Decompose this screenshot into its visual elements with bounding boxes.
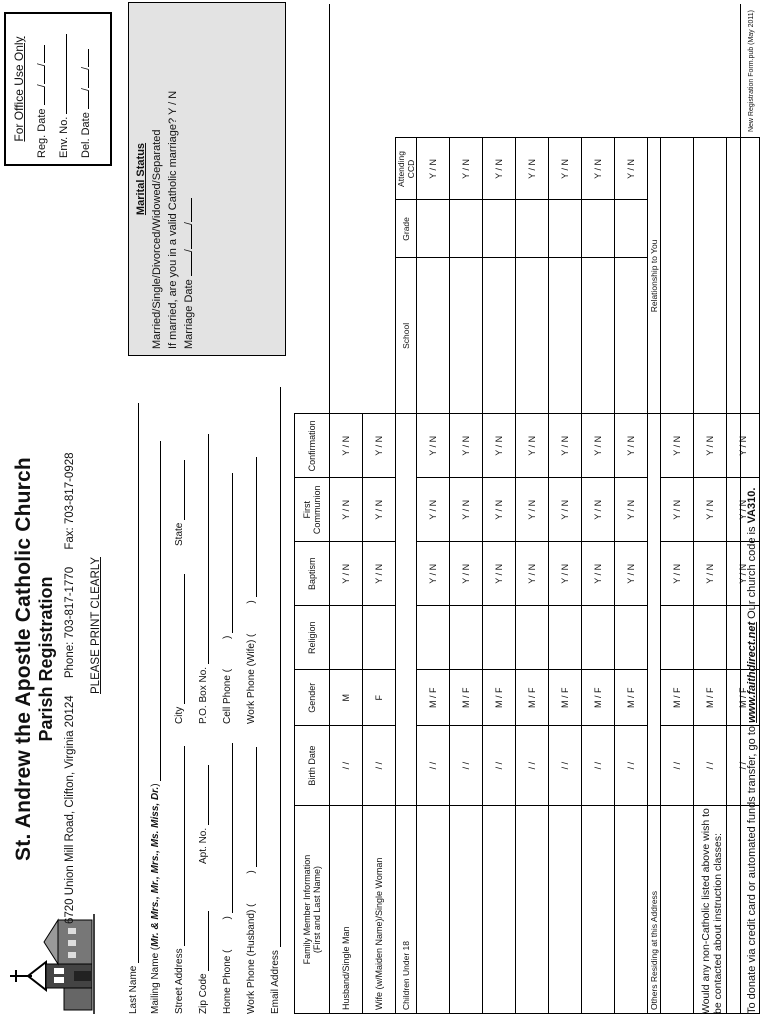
- table-row[interactable]: / / M / F Y / N Y / N Y / N: [727, 4, 760, 1014]
- mailing-name-field[interactable]: Mailing Name (Mr. & Mrs., Mr., Mrs., Ms. Miss, Dr.): [150, 441, 161, 1014]
- church-contact-line: [64, 438, 76, 924]
- marriage-date-field[interactable]: Marriage Date //: [183, 9, 195, 349]
- form-title: Parish Registration: [36, 576, 56, 742]
- last-name-field[interactable]: Last Name: [128, 403, 139, 1014]
- zip-code-field[interactable]: Zip Code: [198, 911, 209, 1014]
- city-field[interactable]: City: [174, 574, 185, 724]
- header-religion: Religion: [295, 606, 330, 670]
- non-catholic-question[interactable]: Would any non-Catholic listed above wish to be contacted about instruction classes:: [700, 808, 724, 1014]
- faithdirect-link[interactable]: www.faithdirect.net: [746, 621, 758, 723]
- email-address-field[interactable]: Email Address: [270, 387, 281, 1014]
- husband-label: Husband/Single Man: [330, 806, 363, 1014]
- office-use-box: [4, 12, 112, 166]
- header-school: School: [396, 258, 417, 414]
- footer-divider: [740, 4, 741, 1014]
- header-birth-date: Birth Date: [295, 726, 330, 806]
- children-label: Children Under 18: [396, 806, 417, 1014]
- church-logo-icon: [6, 914, 98, 1014]
- marital-status-box: [128, 2, 286, 356]
- valid-marriage-question[interactable]: If married, are you in a valid Catholic marriage? Y / N: [167, 90, 179, 349]
- header-title-block: [12, 444, 57, 874]
- table-row[interactable]: / / M / F Y / N Y / N Y / N Y / N: [615, 4, 648, 1014]
- header-grade: Grade: [396, 200, 417, 258]
- table-row[interactable]: Husband/Single Man / / M Y / N Y / N Y / N: [330, 4, 363, 1014]
- reg-date-field[interactable]: Reg. Date //: [36, 20, 48, 158]
- apt-no-field[interactable]: Apt. No.: [198, 765, 209, 864]
- header-first-communion: First Communion: [295, 478, 330, 542]
- table-row[interactable]: / / M / F Y / N Y / N Y / N Y / N: [417, 4, 450, 1014]
- header-confirmation: Confirmation: [295, 414, 330, 478]
- church-name: St. Andrew the Apostle Catholic Church: [12, 457, 35, 861]
- table-row[interactable]: / / M / F Y / N Y / N Y / N Y / N: [516, 4, 549, 1014]
- po-box-field[interactable]: P.O. Box No.: [198, 434, 209, 724]
- marital-status-options[interactable]: Married/Single/Divorced/Widowed/Separated: [151, 129, 163, 349]
- env-no-field[interactable]: Env. No.: [58, 20, 70, 158]
- table-row[interactable]: / / M / F Y / N Y / N Y / N: [661, 4, 694, 1014]
- church-fax: Fax: 703-817-0928: [64, 452, 76, 550]
- wife-label: Wife (w/Maiden Name)/Single Woman: [363, 806, 396, 1014]
- home-phone-field[interactable]: Home Phone (): [222, 743, 233, 1014]
- header-attending-ccd: Attending CCD: [396, 138, 417, 200]
- header-gender: Gender: [295, 670, 330, 726]
- church-phone: Phone: 703-817-1770: [64, 566, 76, 679]
- header-baptism: Baptism: [295, 542, 330, 606]
- family-member-table: [294, 4, 760, 1014]
- form-version: New Registration Form.pub (May 2011): [748, 10, 755, 133]
- table-row[interactable]: / / M / F Y / N Y / N Y / N Y / N: [450, 4, 483, 1014]
- children-section-row: [396, 4, 417, 1014]
- table-row[interactable]: Wife (w/Maiden Name)/Single Woman / / F Y / N Y / N Y / N: [363, 4, 396, 1014]
- church-code: VA310.: [746, 487, 758, 524]
- cell-phone-field[interactable]: Cell Phone (): [222, 473, 233, 724]
- donate-line: To donate via credit card or automated funds transfer, go to www.faithdirect.net Our church code is VA310.: [746, 487, 758, 1014]
- table-row[interactable]: / / M / F Y / N Y / N Y / N Y / N: [483, 4, 516, 1014]
- table-row[interactable]: / / M / F Y / N Y / N Y / N: [694, 4, 727, 1014]
- work-phone-wife-field[interactable]: Work Phone (Wife) (): [246, 457, 257, 724]
- print-instruction: PLEASE PRINT CLEARLY: [90, 557, 102, 694]
- others-section-row: [648, 4, 661, 1014]
- header-family: Family Member Information (First and Last Name): [295, 806, 330, 1014]
- table-row[interactable]: / / M / F Y / N Y / N Y / N Y / N: [582, 4, 615, 1014]
- state-field[interactable]: State: [174, 460, 185, 546]
- table-row[interactable]: / / M / F Y / N Y / N Y / N Y / N: [549, 4, 582, 1014]
- others-label: Others Residing at this Address: [648, 806, 661, 1014]
- del-date-field[interactable]: Del. Date //: [80, 20, 92, 158]
- table-header-row: [295, 4, 330, 1014]
- marital-status-title: Marital Status: [135, 142, 147, 216]
- work-phone-husband-field[interactable]: Work Phone (Husband) (): [246, 747, 257, 1014]
- children-rows: [417, 4, 648, 1014]
- office-use-title: For Office Use Only: [12, 36, 26, 142]
- street-address-field[interactable]: Street Address: [174, 746, 185, 1014]
- church-address: 6720 Union Mill Road, Clifton, Virginia 20124: [64, 695, 76, 924]
- header-relationship: Relationship to You: [648, 138, 661, 414]
